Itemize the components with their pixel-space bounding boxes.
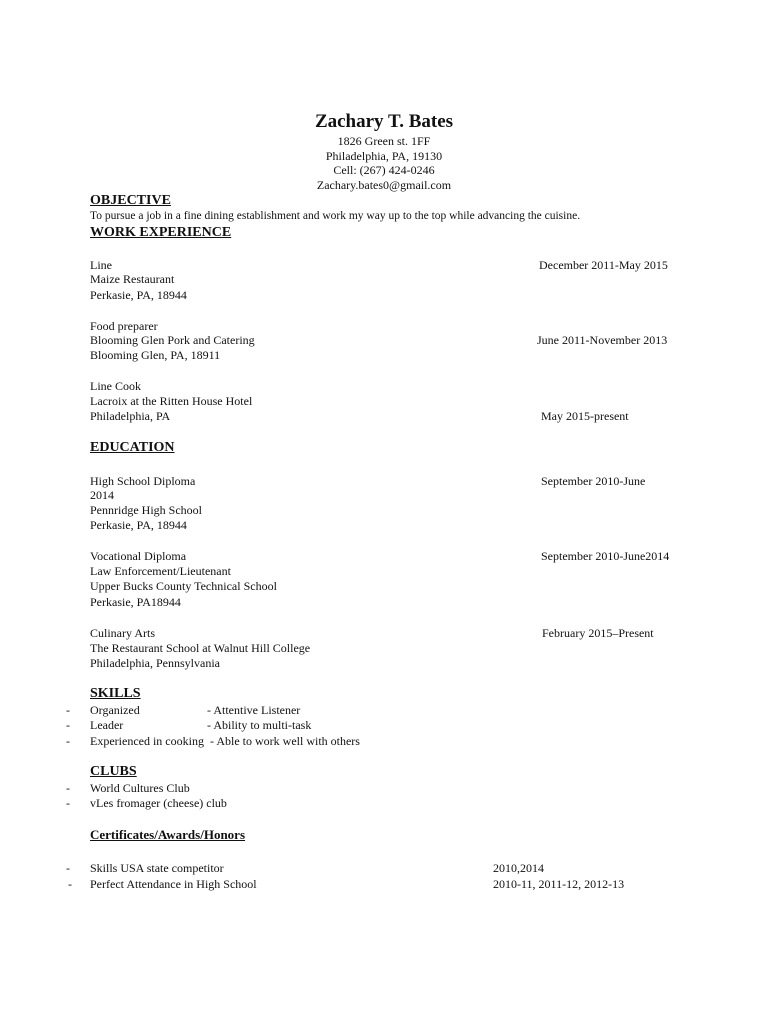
skills-bullet: - bbox=[66, 734, 70, 748]
award-dates: 2010-11, 2011-12, 2012-13 bbox=[493, 877, 625, 891]
job-dates: June 2011-November 2013 bbox=[537, 333, 668, 347]
award-item: Perfect Attendance in High School bbox=[90, 877, 257, 891]
work-experience-heading: WORK EXPERIENCE bbox=[90, 225, 232, 240]
skill-item: Organized bbox=[90, 703, 140, 717]
education-detail: 2014 bbox=[90, 488, 114, 502]
skills-bullet: - bbox=[66, 718, 70, 732]
job-employer: Lacroix at the Ritten House Hotel bbox=[90, 394, 253, 408]
phone-number: Cell: (267) 424-0246 bbox=[333, 163, 435, 177]
address-line-2: Philadelphia, PA, 19130 bbox=[325, 149, 443, 163]
education-heading: EDUCATION bbox=[90, 440, 175, 455]
job-dates: December 2011-May 2015 bbox=[539, 258, 668, 272]
address-line-1: 1826 Green st. 1FF bbox=[337, 134, 431, 148]
job-employer: Maize Restaurant bbox=[90, 272, 175, 286]
objective-heading: OBJECTIVE bbox=[90, 193, 171, 208]
award-item: Skills USA state competitor bbox=[90, 861, 224, 875]
education-location: Perkasie, PA18944 bbox=[90, 595, 181, 609]
education-school: Upper Bucks County Technical School bbox=[90, 579, 277, 593]
job-title: Food preparer bbox=[90, 319, 158, 333]
education-dates: September 2010-June2014 bbox=[541, 549, 670, 563]
club-bullet: - bbox=[66, 796, 70, 810]
candidate-name: Zachary T. Bates bbox=[314, 111, 454, 132]
email-address: Zachary.bates0@gmail.com bbox=[316, 178, 452, 192]
skills-bullet: - bbox=[66, 703, 70, 717]
education-detail: Law Enforcement/Lieutenant bbox=[90, 564, 231, 578]
job-title: Line bbox=[90, 258, 112, 272]
clubs-heading: CLUBS bbox=[90, 764, 137, 779]
award-bullet: - bbox=[66, 861, 70, 875]
education-dates: September 2010-June bbox=[541, 474, 646, 488]
skill-item: - Attentive Listener bbox=[207, 703, 301, 717]
job-location: Philadelphia, PA bbox=[90, 409, 171, 423]
award-dates: 2010,2014 bbox=[493, 861, 544, 875]
skills-heading: SKILLS bbox=[90, 686, 141, 701]
objective-text: To pursue a job in a fine dining establishment and work my way up to the top while advancing the cuisine. bbox=[90, 210, 581, 222]
education-degree: Culinary Arts bbox=[90, 626, 155, 640]
club-bullet: - bbox=[66, 781, 70, 795]
skill-item: - Ability to multi-task bbox=[207, 718, 312, 732]
education-school: Pennridge High School bbox=[90, 503, 202, 517]
job-employer: Blooming Glen Pork and Catering bbox=[90, 333, 255, 347]
job-dates: May 2015-present bbox=[541, 409, 629, 423]
job-title: Line Cook bbox=[90, 379, 141, 393]
award-bullet: - bbox=[68, 877, 72, 891]
education-dates: February 2015–Present bbox=[542, 626, 654, 640]
skill-item: - Able to work well with others bbox=[210, 734, 360, 748]
job-location: Blooming Glen, PA, 18911 bbox=[90, 348, 221, 362]
job-location: Perkasie, PA, 18944 bbox=[90, 288, 187, 302]
education-degree: Vocational Diploma bbox=[90, 549, 187, 563]
education-degree: High School Diploma bbox=[90, 474, 196, 488]
skill-item: Experienced in cooking bbox=[90, 734, 204, 748]
education-location: Perkasie, PA, 18944 bbox=[90, 518, 187, 532]
club-item: World Cultures Club bbox=[90, 781, 190, 795]
skill-item: Leader bbox=[90, 718, 124, 732]
awards-heading: Certificates/Awards/Honors bbox=[90, 827, 246, 842]
education-location: Philadelphia, Pennsylvania bbox=[90, 656, 220, 670]
education-school: The Restaurant School at Walnut Hill College bbox=[90, 641, 311, 655]
club-item: vLes fromager (cheese) club bbox=[90, 796, 227, 810]
